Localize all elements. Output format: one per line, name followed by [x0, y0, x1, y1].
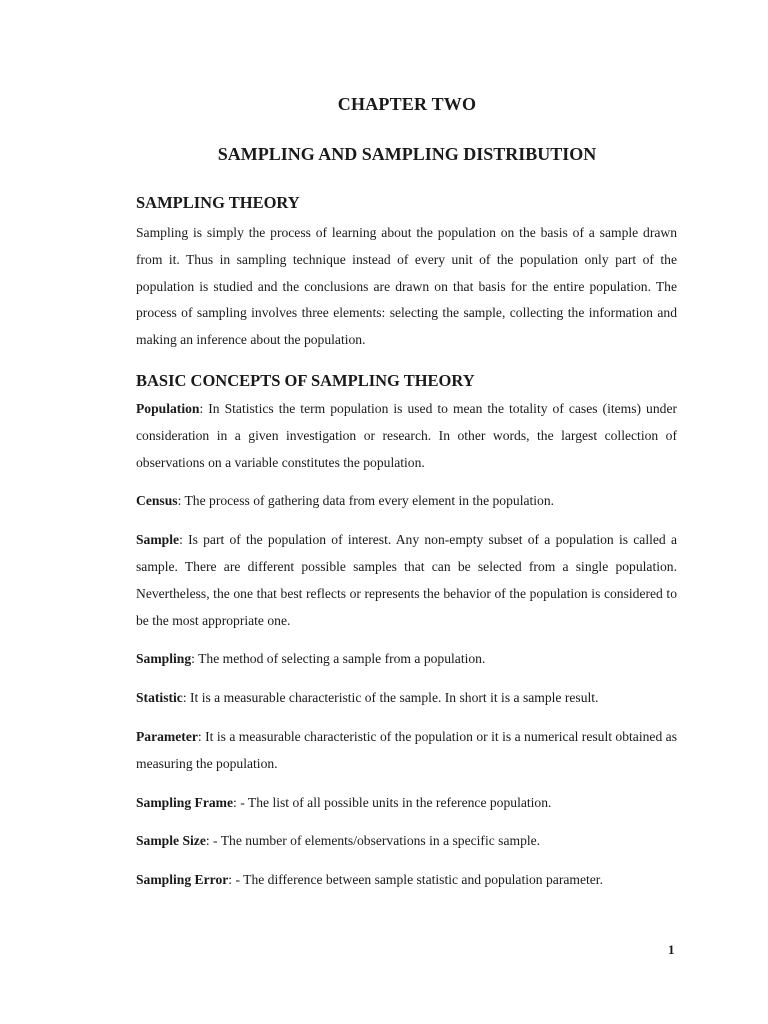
definition-text: In Statistics the term population is used to mean the totality of cases (items) under consideration in a given investigation or research. In other words, the largest collection of observations on a variable constitutes the population.: [136, 400, 677, 470]
definition-term: Sampling Frame: [136, 794, 234, 810]
page-content: [136, 190, 677, 894]
definition-text: The method of selecting a sample from a population.: [198, 651, 486, 667]
definition-sample: [136, 527, 677, 634]
definition-text: It is a measurable characteristic of the sample. In short it is a sample result.: [190, 690, 599, 706]
definition-separator: : -: [233, 794, 248, 810]
definition-term: Statistic: [136, 690, 183, 706]
definition-population: [136, 396, 677, 476]
definition-separator: :: [199, 400, 209, 416]
definition-text: The process of gathering data from every element in the population.: [184, 493, 555, 509]
definition-separator: : -: [205, 833, 221, 849]
chapter-subtitle: SAMPLING AND SAMPLING DISTRIBUTION: [217, 144, 597, 164]
definition-separator: :: [197, 728, 206, 744]
definition-separator: :: [182, 690, 191, 706]
definition-term: Sample: [136, 532, 180, 548]
definition-term: Parameter: [136, 728, 198, 744]
definition-text: The number of elements/observations in a specific sample.: [220, 833, 541, 849]
definition-census: [136, 488, 677, 515]
definition-term: Sampling Error: [136, 872, 229, 888]
section-heading-sampling-theory: SAMPLING THEORY: [136, 193, 300, 212]
definition-term: Population: [136, 400, 200, 416]
definition-separator: : -: [228, 872, 244, 888]
definition-separator: :: [177, 493, 185, 509]
definition-sampling: [136, 646, 677, 673]
definition-separator: :: [191, 651, 199, 667]
definition-text: It is a measurable characteristic of the population or it is a numerical result obtained as measuring the population.: [136, 728, 677, 771]
definition-separator: :: [179, 532, 189, 548]
definition-term: Sample Size: [136, 833, 206, 849]
definition-sampling-frame: [136, 790, 677, 817]
sampling-theory-paragraph: Sampling is simply the process of learning about the population on the basis of a sample drawn from it. Thus in sampling technique instead of every unit of the population only part of the population is studied and the conclusions are drawn on that basis for the entire population. The process of sampling involves three elements: selecting the sample, collecting the information and making an inference about the population.: [136, 225, 677, 348]
definition-parameter: [136, 724, 677, 778]
definition-text: The list of all possible units in the reference population.: [247, 794, 552, 810]
definition-term: Sampling: [136, 651, 192, 667]
section-heading-basic-concepts: BASIC CONCEPTS OF SAMPLING THEORY: [136, 370, 475, 390]
definition-sampling-error: [136, 867, 677, 894]
definition-text: Is part of the population of interest. Any non-empty subset of a population is called a sample. There are different possible samples that can be selected from a single population. Nevertheless, the one that best reflects or represents the behavior of the population is considered to be the most appropriate one.: [136, 532, 677, 628]
page-number: 1: [668, 942, 675, 957]
definition-sample-size: [136, 828, 677, 855]
definition-term: Census: [136, 493, 178, 509]
chapter-title: CHAPTER TWO: [337, 94, 477, 114]
definition-text: The difference between sample statistic and population parameter.: [243, 872, 603, 888]
definition-statistic: [136, 685, 677, 712]
